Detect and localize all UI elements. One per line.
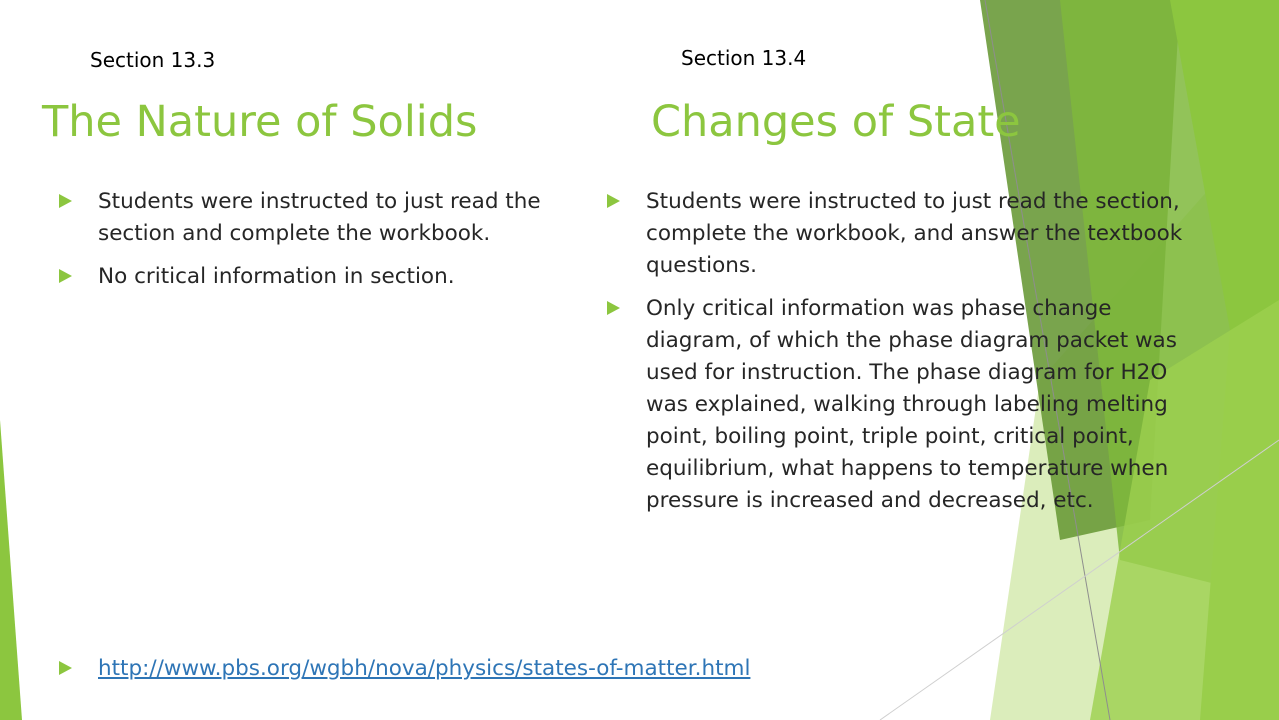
deco-left-sliver: [0, 420, 22, 720]
bullet-item: [607, 186, 1197, 282]
states-of-matter-link[interactable]: http://www.pbs.org/wgbh/nova/physics/states-of-matter.html: [98, 656, 751, 681]
footer-link-item: [59, 653, 959, 685]
footer-link-list: [59, 653, 959, 685]
bullet-arrow-icon: [59, 269, 72, 283]
bullet-item: [607, 293, 1197, 517]
bullet-text: No critical information in section.: [98, 264, 455, 289]
bullet-list-left: [59, 186, 599, 293]
bullet-text: Students were instructed to just read the section, complete the workbook, and answer the textbook questions.: [646, 189, 1183, 278]
bullet-text: Students were instructed to just read the section and complete the workbook.: [98, 189, 541, 246]
title-right: Changes of State: [651, 97, 1021, 147]
bullet-arrow-icon: [607, 301, 620, 315]
bullet-arrow-icon: [59, 194, 72, 208]
section-label-right: Section 13.4: [681, 46, 807, 70]
bullet-item: [59, 186, 599, 250]
bullet-list-right: [607, 186, 1197, 517]
bullet-arrow-icon: [607, 194, 620, 208]
bullet-arrow-icon: [59, 661, 72, 675]
section-label-left: Section 13.3: [90, 48, 216, 72]
bullet-item: [59, 261, 599, 293]
bullet-text: Only critical information was phase change diagram, of which the phase diagram packet was used for instruction. The phase diagram for H2O was explained, walking through labeling melting point, boiling point, triple point, critical point, equilibrium, what happens to temperature when pressure is increased and decreased, etc.: [646, 296, 1177, 513]
title-left: The Nature of Solids: [42, 97, 478, 147]
